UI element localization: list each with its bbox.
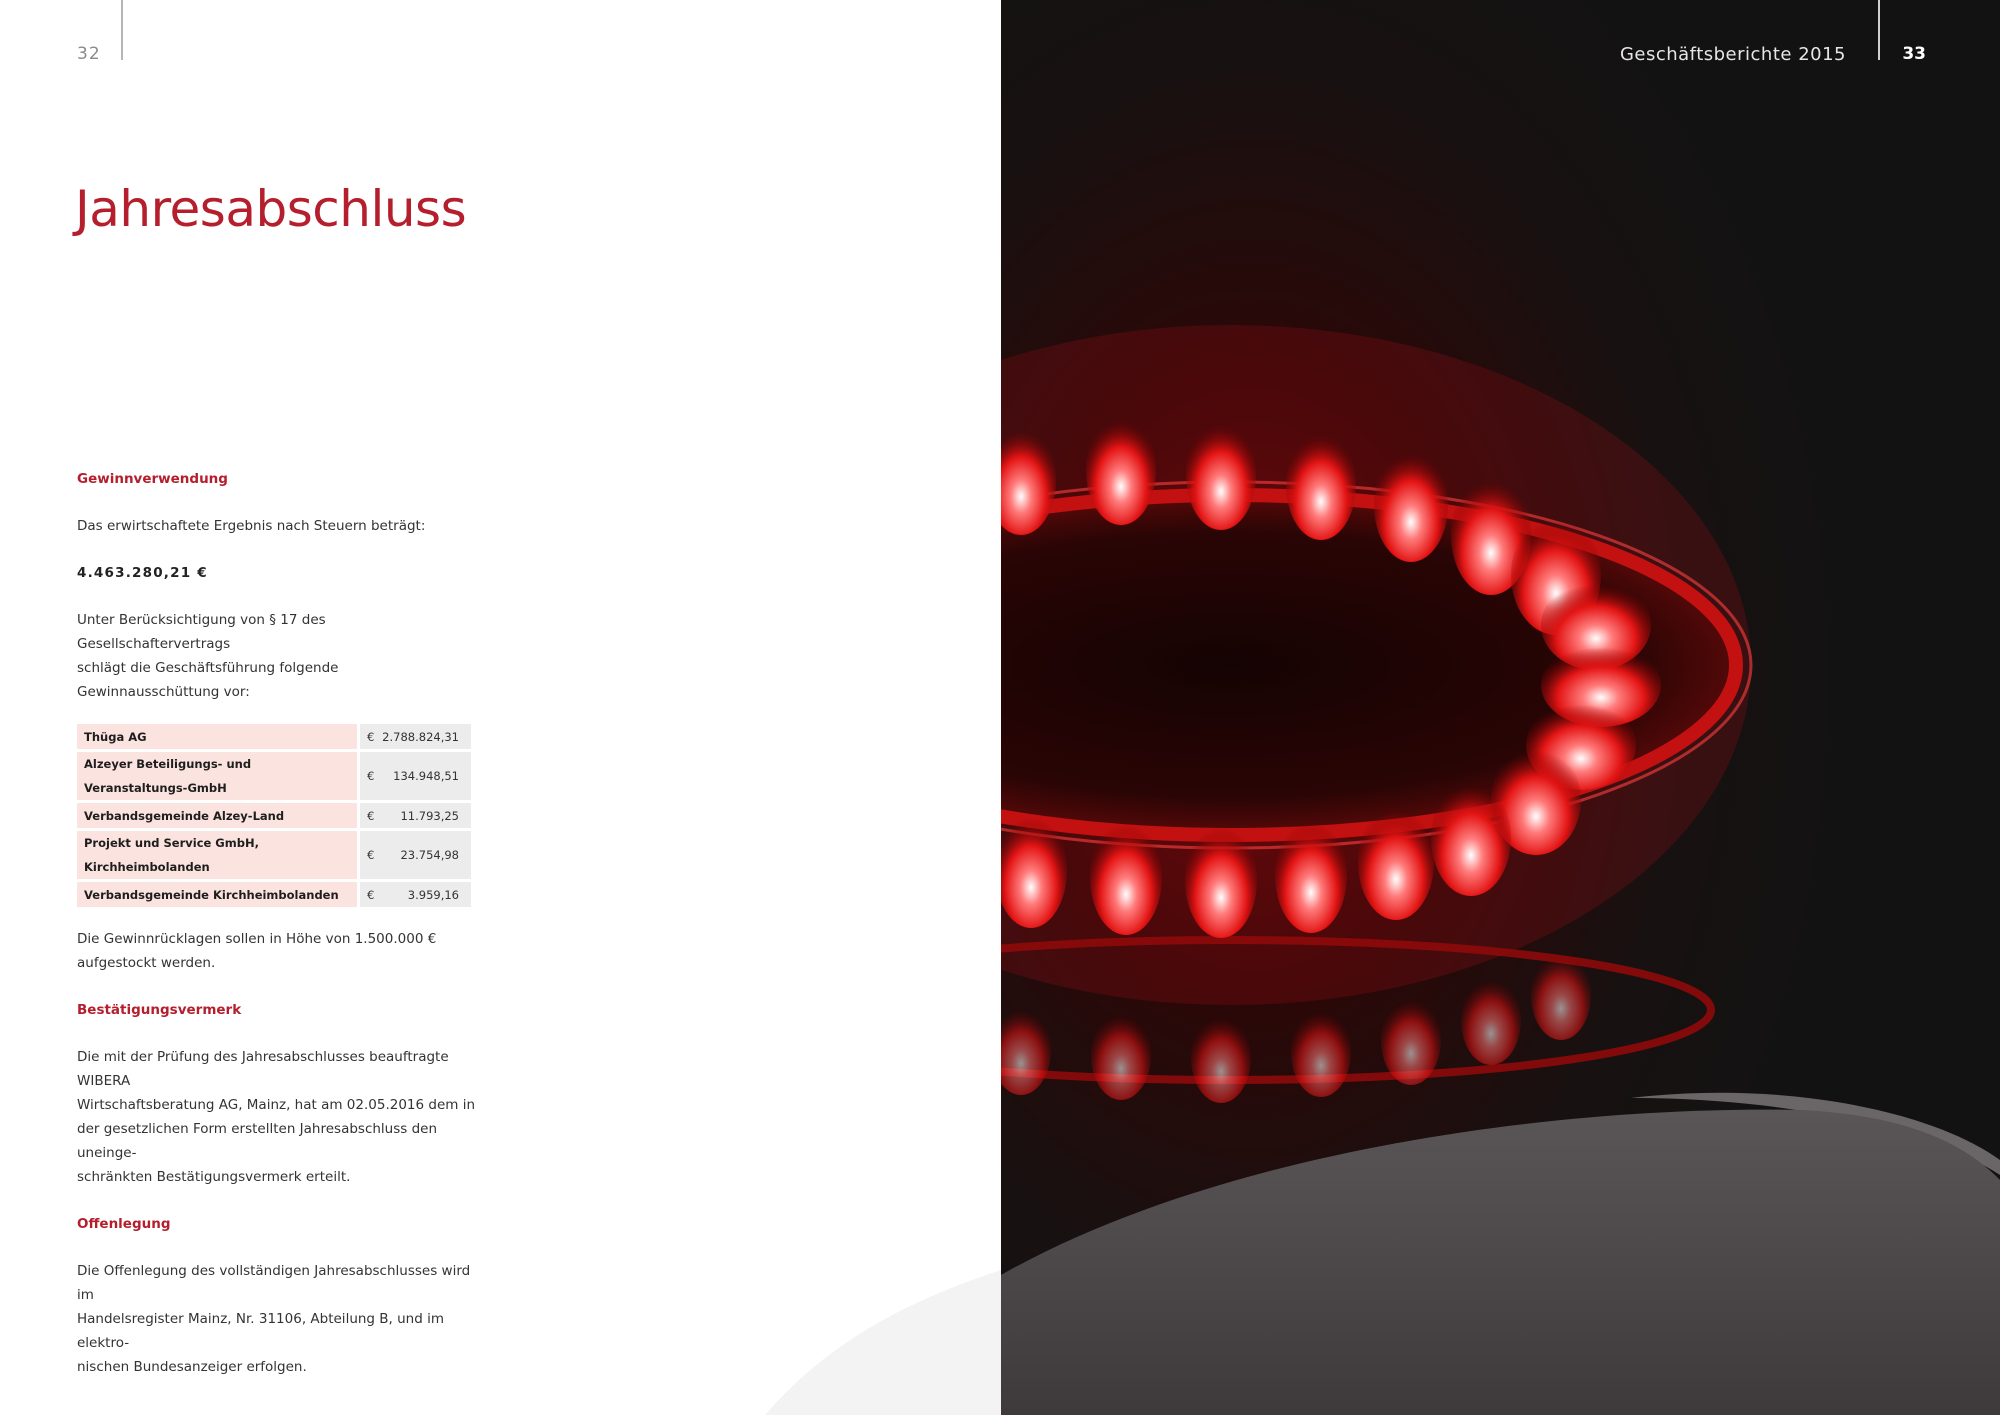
right-page (1001, 0, 2000, 1415)
recipient-name: Thüga AG (77, 724, 357, 749)
proposal-text-line-2: schlägt die Geschäftsführung folgende Gewinnausschüttung vor: (77, 660, 339, 700)
audit-text-line: der gesetzlichen Form erstellten Jahresabschluss den uneinge- (77, 1121, 438, 1161)
payout-value: 3.959,16 (382, 882, 471, 907)
disclosure-text-line: Handelsregister Mainz, Nr. 31106, Abteilung B, und im elektro- (77, 1311, 445, 1351)
disclosure-text-line: Die Offenlegung des vollständigen Jahresabschlusses wird im (77, 1263, 471, 1303)
header-rule-right (1878, 0, 1880, 60)
table-row (77, 752, 471, 800)
page-title: Jahresabschluss (75, 180, 467, 238)
section-heading-bestaetigungsvermerk: Bestätigungsvermerk (77, 1002, 242, 1018)
section-heading-gewinnverwendung: Gewinnverwendung (77, 471, 228, 487)
recipient-name: Alzeyer Beteiligungs- und Veranstaltungs-GmbH (77, 752, 357, 800)
running-title: Geschäftsberichte 2015 (1619, 44, 1846, 65)
result-intro-text: Das erwirtschaftete Ergebnis nach Steuern beträgt: (77, 518, 426, 534)
reserves-text-line-1: Die Gewinnrücklagen sollen in Höhe von 1.500.000 € (77, 931, 437, 947)
gas-burner-flame-image (1001, 0, 2000, 1415)
payout-value: 134.948,51 (382, 752, 471, 800)
result-amount: 4.463.280,21 € (77, 565, 208, 581)
proposal-text-line-1: Unter Berücksichtigung von § 17 des Gesellschaftervertrags (77, 612, 326, 652)
distribution-table (77, 721, 471, 910)
currency-symbol: € (360, 882, 382, 907)
currency-symbol: € (360, 752, 382, 800)
recipient-name: Verbandsgemeinde Kirchheimbolanden (77, 882, 357, 907)
currency-symbol: € (360, 831, 382, 879)
page-number-left: 32 (77, 44, 101, 64)
page-number-right: 33 (1902, 44, 1926, 64)
audit-text-line: schränkten Bestätigungsvermerk erteilt. (77, 1169, 351, 1185)
section-heading-offenlegung: Offenlegung (77, 1216, 171, 1232)
currency-symbol: € (360, 724, 382, 749)
payout-value: 11.793,25 (382, 803, 471, 828)
table-row (77, 803, 471, 828)
table-row (77, 882, 471, 907)
header-rule-left (121, 0, 123, 60)
disclosure-text-line: nischen Bundesanzeiger erfolgen. (77, 1359, 307, 1375)
audit-text-line: Wirtschaftsberatung AG, Mainz, hat am 02.05.2016 dem in (77, 1097, 476, 1113)
recipient-name: Projekt und Service GmbH, Kirchheimbolanden (77, 831, 357, 879)
payout-value: 2.788.824,31 (382, 724, 471, 749)
audit-text-line: Die mit der Prüfung des Jahresabschlusses beauftragte WIBERA (77, 1049, 449, 1089)
table-row (77, 724, 471, 749)
content-column (77, 467, 477, 1379)
currency-symbol: € (360, 803, 382, 828)
payout-value: 23.754,98 (382, 831, 471, 879)
reserves-text-line-2: aufgestockt werden. (77, 955, 216, 971)
recipient-name: Verbandsgemeinde Alzey-Land (77, 803, 357, 828)
table-row (77, 831, 471, 879)
